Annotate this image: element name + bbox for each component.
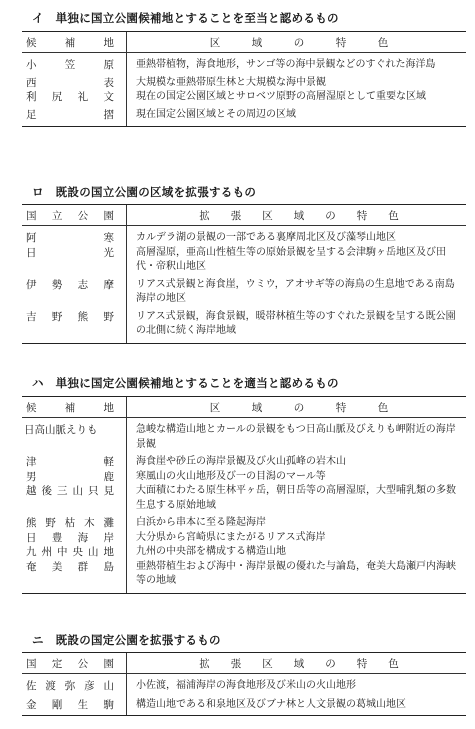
table-row	[22, 76, 466, 91]
table-row	[22, 560, 466, 589]
table-row	[22, 470, 466, 485]
header-features: 拡 張 区 域 の 特 色	[199, 210, 399, 222]
table-row	[22, 423, 466, 452]
area-description: 急峻な構造山地とカールの景観をもつ日高山脈及びえりも岬附近の海岸景観	[136, 424, 456, 450]
area-name: 津 軽	[26, 456, 114, 468]
park-description: 高層湿原，亜高山性植生等の原始景観を呈する会津駒ヶ岳地区及び田代・帝釈山地区	[136, 246, 446, 272]
table-row	[22, 531, 466, 546]
area-name: 熊野枯木灘	[26, 517, 114, 529]
park-name: 日 光	[26, 246, 114, 259]
area-description: 大面積にわたる原生林平ヶ岳，朝日岳等の高層湿原，大型哺乳類の多数生息する原始地域	[136, 485, 456, 511]
table-header	[22, 32, 466, 52]
header-park: 国 立 公 園	[26, 210, 114, 222]
area-description: 寒風山の火山地形及び一の目潟のマール等	[136, 470, 326, 482]
area-description: 亜熱帯植生および海中・海岸景観の優れた与論島，奄美大島瀬戸内海峡等の地域	[136, 560, 456, 586]
table-header	[22, 397, 466, 417]
area-name: 奄 美 群 島	[26, 560, 114, 573]
table-row	[22, 455, 466, 470]
park-name: 吉野熊野	[26, 310, 114, 323]
table-row	[22, 90, 466, 105]
area-name: 九州中央山地	[26, 546, 114, 558]
section-title-ni: ニ 既設の国定公園を拡張するもの	[32, 633, 221, 647]
area-name: 日 豊 海 岸	[26, 531, 114, 544]
park-name: 阿 寒	[26, 232, 114, 244]
table-header	[22, 205, 466, 225]
table-header	[22, 653, 466, 673]
area-name: 西 表	[26, 76, 114, 89]
area-name: 足 摺	[26, 108, 114, 121]
area-description: 海食崖や砂丘の海岸景観及び火山孤峰の岩木山	[136, 456, 346, 467]
table-row	[22, 108, 466, 123]
table-row	[22, 698, 466, 713]
section-title-ha: ハ 単独に国定公園候補地とすることを適当と認めるもの	[32, 376, 339, 390]
table-row	[22, 545, 466, 560]
section-title-ro: ロ 既設の国立公園の区域を拡張するもの	[32, 185, 257, 199]
header-features: 拡 張 区 域 の 特 色	[199, 658, 399, 670]
area-name: 小 笠 原	[26, 59, 114, 71]
header-park: 国 定 公 園	[26, 658, 114, 670]
table-row	[22, 484, 466, 513]
park-description: 小佐渡，福浦海岸の海食地形及び米山の火山地形	[136, 680, 356, 691]
area-name: 越後三山只見	[26, 485, 114, 497]
park-description: 構造山地である和泉地区及びブナ林と人文景観の葛城山地区	[136, 698, 406, 710]
table-national-park-extensions	[22, 204, 466, 344]
table-row	[22, 58, 466, 73]
area-description: 現在国定公園区域とその周辺の区域	[136, 108, 296, 120]
park-name: 金 剛 生 駒	[26, 698, 114, 711]
table-row	[22, 246, 466, 275]
header-features: 区 域 の 特 色	[209, 402, 389, 414]
table-new-quasi-national-parks	[22, 396, 466, 594]
area-description: 大分県から宮崎県にまたがるリアス式海岸	[136, 531, 326, 543]
table-row	[22, 516, 466, 531]
header-candidate: 候 補 地	[26, 402, 114, 414]
table-row	[22, 679, 466, 694]
table-new-national-parks	[22, 31, 466, 127]
park-name: 伊勢志摩	[26, 278, 114, 291]
park-name: 佐渡弥彦山	[26, 680, 114, 692]
section-title-i: イ 単独に国立公園候補地とすることを至当と認めるもの	[32, 11, 339, 25]
table-row	[22, 231, 466, 246]
header-candidate: 候 補 地	[26, 37, 114, 49]
header-features: 区 域 の 特 色	[209, 37, 389, 49]
area-description: 現在の国定公園区域とサロベツ原野の高層湿原として重要な区域	[136, 91, 426, 102]
area-description: 白浜から串本に至る隆起海岸	[136, 517, 266, 528]
area-description: 大規模な亜熱帯原生林と大規模な海中景観	[136, 76, 326, 88]
area-description: 亜熱帯植物，海食地形，サンゴ等の海中景観などのすぐれた海洋島	[136, 59, 436, 70]
table-quasi-national-park-extensions	[22, 652, 466, 716]
park-description: リアス式景観と海食崖，ウミウ，アオサギ等の海鳥の生息地である南島海岸の地区	[136, 278, 455, 304]
area-description: 九州の中央部を構成する構造山地	[136, 546, 286, 557]
area-name: 利尻礼文	[26, 91, 114, 103]
park-description: カルデラ湖の景観の一部である裏摩周北区及び藻琴山地区	[136, 232, 396, 243]
table-row	[22, 278, 466, 307]
table-row	[22, 310, 466, 339]
area-name: 日高山脈えりも	[24, 424, 98, 436]
park-description: リアス式景観，海食景観，暖帯林植生等のすぐれた景観を呈する既公園の北側に続く海岸地域	[136, 310, 456, 336]
area-name: 男 鹿	[26, 470, 114, 483]
